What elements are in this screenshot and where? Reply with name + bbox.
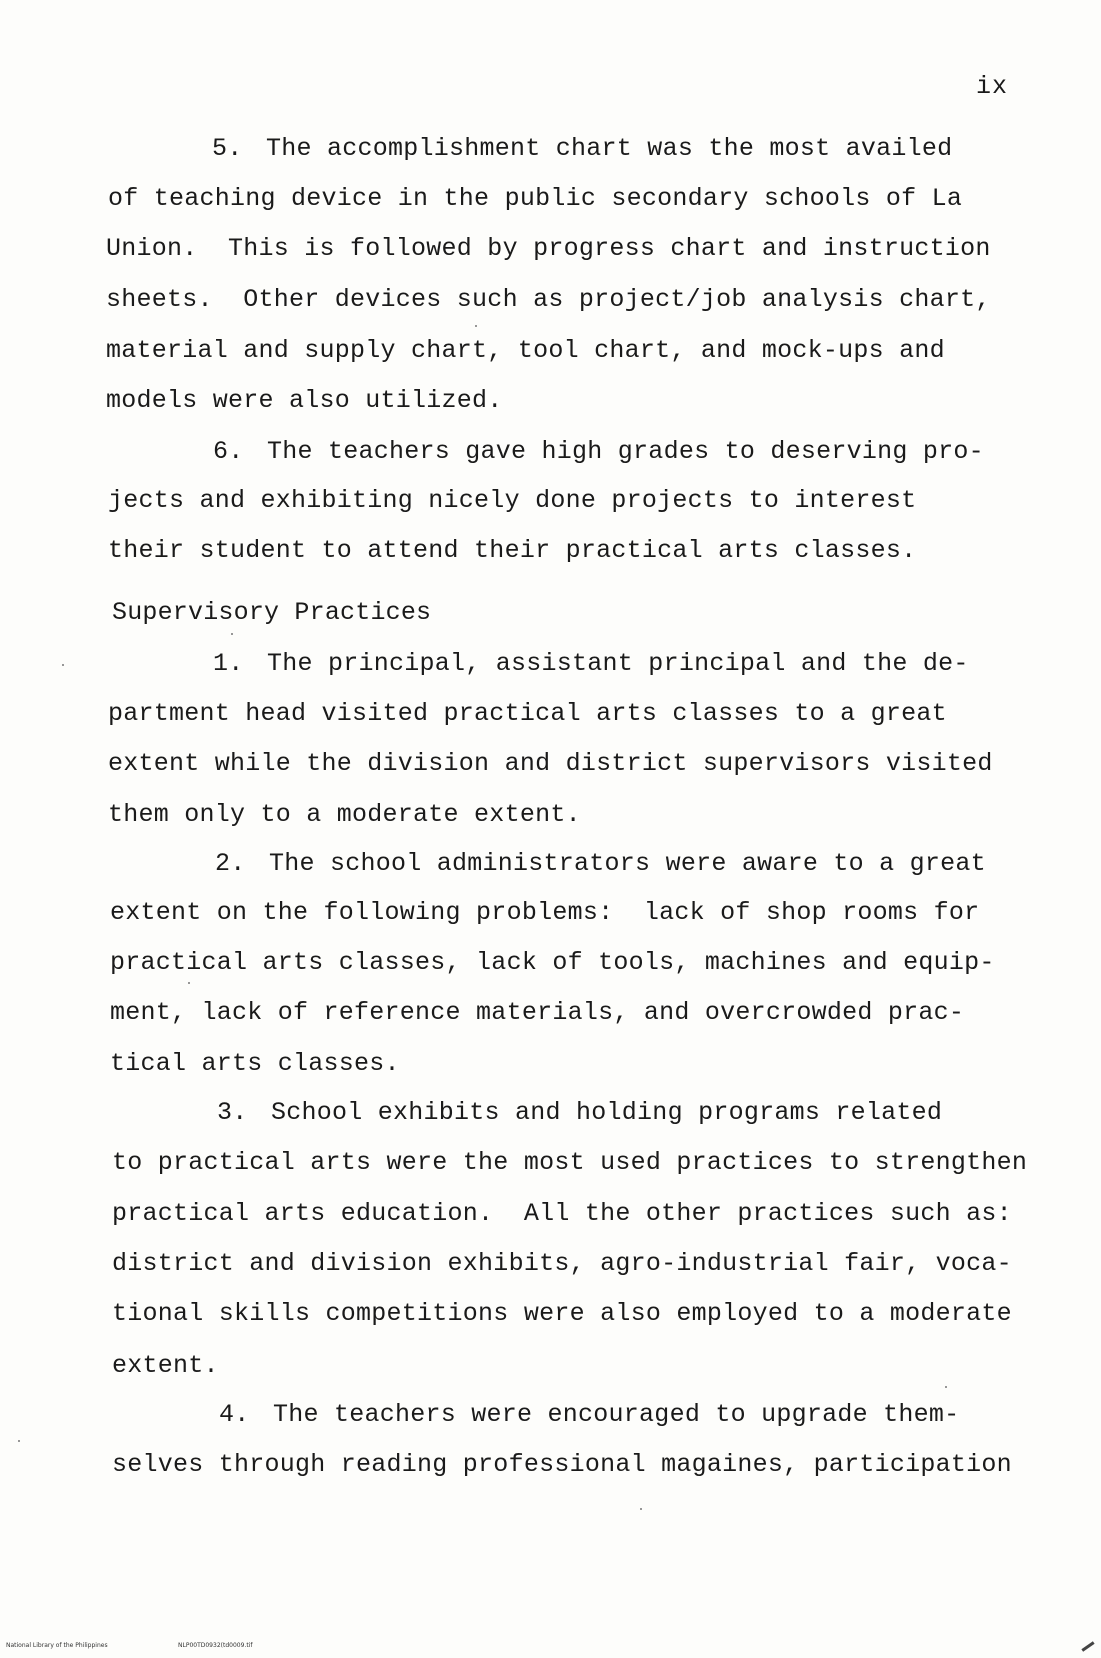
item-text: The teachers gave high grades to deserving pro-	[267, 437, 984, 466]
item-line: jects and exhibiting nicely done projects to interest	[108, 486, 917, 515]
item-line: practical arts classes, lack of tools, machines and equip-	[110, 948, 995, 977]
section-heading-supervisory-practices: Supervisory Practices	[112, 598, 432, 627]
item-text: School exhibits and holding programs related	[271, 1098, 943, 1127]
item-line: Union. This is followed by progress chart and instruction	[106, 234, 991, 263]
item-text: The accomplishment chart was the most availed	[266, 134, 953, 163]
footer-file-id: NLP00TD0932(td0009.tif	[178, 1642, 253, 1649]
item-line	[213, 437, 984, 467]
item-line	[217, 1098, 942, 1128]
item-line: extent while the division and district supervisors visited	[108, 749, 993, 778]
item-number: 5.	[212, 134, 243, 163]
item-line: of teaching device in the public secondary schools of La	[108, 184, 963, 213]
item-line: practical arts education. All the other practices such as:	[112, 1199, 1012, 1228]
page-number: ix	[976, 72, 1009, 101]
item-number: 3.	[217, 1098, 248, 1127]
item-line: extent on the following problems: lack of shop rooms for	[110, 898, 980, 927]
item-line: tical arts classes.	[110, 1049, 400, 1078]
item-line	[213, 649, 969, 679]
item-text: The principal, assistant principal and the de-	[267, 649, 969, 678]
scan-speck	[640, 1508, 642, 1510]
item-line	[212, 134, 952, 164]
item-number: 6.	[213, 437, 244, 466]
item-line	[215, 849, 986, 879]
item-number: 2.	[215, 849, 246, 878]
scan-speck	[188, 982, 190, 984]
item-text: The teachers were encouraged to upgrade them-	[273, 1400, 960, 1429]
item-line: their student to attend their practical arts classes.	[108, 536, 917, 565]
item-number: 1.	[213, 649, 244, 678]
item-line: material and supply chart, tool chart, and mock-ups and	[106, 336, 945, 365]
scan-speck	[475, 325, 477, 327]
scan-speck	[945, 1386, 947, 1388]
scan-speck	[18, 1440, 20, 1442]
item-text: The school administrators were aware to a great	[269, 849, 986, 878]
item-line: district and division exhibits, agro-industrial fair, voca-	[112, 1249, 1012, 1278]
archive-footer	[0, 1640, 1101, 1658]
scan-speck	[62, 664, 64, 666]
item-line: them only to a moderate extent.	[108, 800, 581, 829]
item-line: partment head visited practical arts classes to a great	[108, 699, 947, 728]
item-line: selves through reading professional magaines, participation	[112, 1450, 1012, 1479]
item-line: ment, lack of reference materials, and overcrowded prac-	[110, 998, 965, 1027]
item-line: models were also utilized.	[106, 386, 503, 415]
item-line: to practical arts were the most used practices to strengthen	[112, 1148, 1028, 1177]
scan-speck	[231, 633, 233, 635]
item-line: extent.	[112, 1351, 219, 1380]
item-number: 4.	[219, 1400, 250, 1429]
item-line: sheets. Other devices such as project/job analysis chart,	[106, 285, 991, 314]
footer-library-name: National Library of the Philippines	[6, 1642, 108, 1649]
item-line: tional skills competitions were also employed to a moderate	[112, 1299, 1012, 1328]
item-line	[219, 1400, 959, 1430]
